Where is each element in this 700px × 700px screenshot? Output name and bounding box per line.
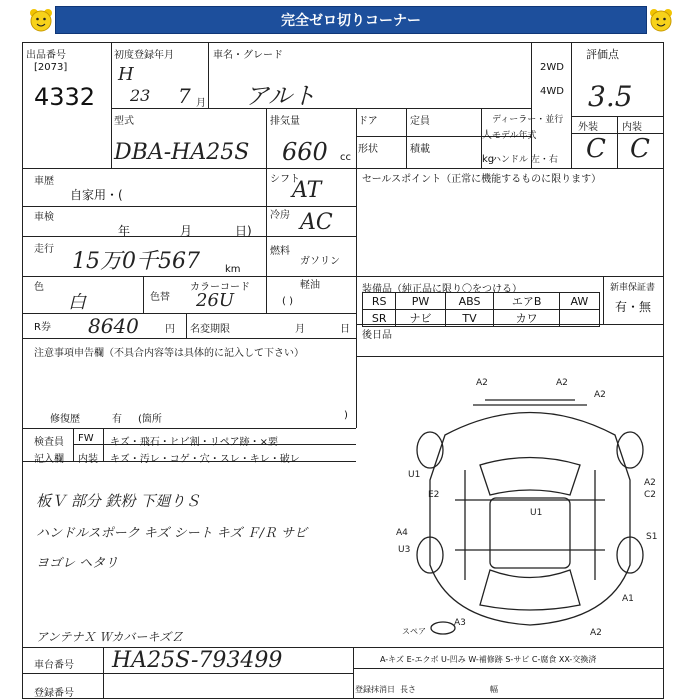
damage-mark: U1: [408, 470, 421, 480]
damage-mark: A2: [594, 390, 606, 400]
aircon-value: AC: [300, 210, 333, 235]
name-change-label: 名変期限: [190, 324, 230, 335]
new-warranty-label: 新車保証書: [610, 283, 656, 293]
name-change-day: 日: [340, 324, 350, 335]
mileage-unit: km: [225, 264, 241, 275]
shift-label: シフト: [270, 174, 300, 185]
repair-where: (箇所: [138, 414, 162, 425]
rear-seat-label: 後日品: [362, 330, 392, 341]
damage-mark: A2: [644, 478, 656, 488]
color-code: 26U: [196, 290, 235, 311]
load-label: 積載: [410, 144, 430, 155]
vehicle-name-label: 車名・グレード: [213, 50, 283, 61]
equip-sr: SR: [363, 310, 396, 327]
color-change-label: 色替: [150, 292, 170, 303]
bear-logo-right: [648, 7, 674, 37]
inspection-day: 日): [235, 224, 252, 238]
equip-pw: PW: [396, 293, 445, 310]
fuel-diesel: 軽油: [300, 280, 320, 291]
registration-month-suffix: 月: [196, 98, 206, 109]
spare-mark: スペア: [402, 627, 426, 636]
fuel-gasoline: ガソリン: [300, 256, 340, 267]
color-value: 白: [68, 292, 86, 313]
lot-label: 出品番号: [26, 50, 66, 61]
model-value: DBA-HA25S: [114, 140, 250, 165]
score-ext-label: 外装: [578, 122, 598, 133]
bear-logo-left: [28, 7, 54, 37]
repair-close: ): [344, 410, 348, 421]
inspector-label: 検査員: [34, 437, 64, 448]
chassis-label: 車台番号: [34, 660, 74, 671]
equip-abs: ABS: [445, 293, 494, 310]
reg-number-label: 登録番号: [34, 688, 74, 699]
interior-label: 内装: [78, 454, 98, 465]
inspection-month: 月: [180, 224, 193, 238]
fuel-label: 燃料: [270, 246, 290, 257]
score-ext: C: [586, 134, 606, 164]
lot-number: 4332: [34, 83, 96, 111]
equip-airbag: エアB: [494, 293, 559, 310]
model-year-label: モデル年式: [492, 131, 537, 141]
note-line-4: アンテナＸ ＷカバーキズＺ: [36, 630, 184, 644]
header-title: 完全ゼロ切りコーナー: [55, 6, 647, 34]
fuel-paren: ( ): [282, 296, 293, 307]
engine-value: 660: [282, 138, 328, 166]
equipment-grid: [362, 292, 600, 327]
damage-legend: A-キズ E-エクボ U-凹み W-補修跡 S-サビ C-腐食 XX-交換済: [380, 655, 597, 664]
color-label: 色: [34, 282, 44, 293]
shift-value: AT: [292, 178, 322, 203]
damage-mark: A2: [476, 378, 488, 388]
handle-label: ハンドル 左・右: [492, 155, 558, 165]
score-label: 評価点: [586, 48, 619, 61]
damage-mark: A2: [590, 628, 602, 638]
damage-mark: A2: [556, 378, 568, 388]
drive-2wd: 2WD: [540, 62, 564, 73]
aircon-label: 冷房: [270, 210, 290, 221]
load-unit: kg: [482, 154, 495, 165]
damage-mark: U1: [530, 508, 543, 518]
capacity-label: 定員: [410, 116, 430, 127]
dealer-label: ディーラー・並行: [492, 115, 564, 125]
registration-month: 7: [178, 84, 191, 108]
damage-mark: C2: [644, 490, 657, 500]
damage-mark: E2: [428, 490, 440, 500]
recycle-unit: 円: [165, 324, 175, 335]
note-line-3: ヨゴレ ヘタリ: [36, 556, 119, 571]
length-label: 長さ: [400, 685, 416, 694]
drive-4wd: 4WD: [540, 86, 564, 97]
damage-mark: S1: [646, 532, 658, 542]
new-warranty-options: 有・無: [615, 300, 652, 314]
inspection-year: 年: [118, 224, 131, 238]
capacity-unit: 人: [482, 130, 492, 141]
width-label: 幅: [490, 685, 498, 694]
repair-value: 有: [112, 414, 122, 425]
use-label: 車歴: [34, 176, 54, 187]
mileage-label: 走行: [34, 244, 54, 255]
note-line-1: 板Ｖ 部分 鉄粉 下廻りＳ: [36, 492, 201, 510]
vehicle-name: アルト: [245, 82, 317, 110]
color-code-label: カラーコード: [190, 282, 250, 293]
score-int-label: 内装: [622, 122, 642, 133]
inspector-row2: キズ・汚レ・コゲ・穴・スレ・キレ・破レ: [110, 454, 300, 465]
equip-tv: TV: [445, 310, 494, 327]
recycle-value: 8640: [88, 314, 139, 338]
equipment-label: 装備品（純正品に限り〇をつける）: [362, 284, 522, 295]
name-change-month: 月: [295, 324, 305, 335]
notes-label: 注意事項申告欄（不具合内容等は具体的に記入して下さい）: [34, 348, 304, 359]
recycle-label: R券: [34, 322, 51, 333]
note-line-2: ハンドルスポーク キズ シート キズ Ｆ/Ｒ サビ: [36, 526, 308, 541]
damage-mark: A1: [622, 594, 634, 604]
damage-mark: A4: [396, 528, 408, 538]
score-value: 3.5: [588, 80, 633, 113]
door-label: ドア: [358, 116, 378, 127]
registration-year: 23: [130, 86, 151, 105]
engine-unit: cc: [340, 152, 351, 163]
mileage-value: 15万0千567: [72, 249, 200, 274]
entry-label: 記入欄: [34, 454, 64, 465]
engine-label: 排気量: [270, 116, 300, 127]
shape-label: 形状: [358, 144, 378, 155]
reg-date-label: 登録抹消日: [355, 685, 395, 694]
inspection-label: 車検: [34, 212, 54, 223]
inspector-row1: キズ・飛石・ヒビ割・リペア跡・×要: [110, 437, 278, 448]
equip-leather: カワ: [494, 310, 559, 327]
use-value: 自家用・(: [70, 188, 123, 202]
registration-era: H: [118, 64, 134, 85]
equip-rs: RS: [363, 293, 396, 310]
damage-mark: U3: [398, 545, 411, 555]
lot-code: [2073]: [34, 62, 68, 73]
equip-aw: AW: [559, 293, 599, 310]
damage-mark: A3: [454, 618, 466, 628]
registration-label: 初度登録年月: [114, 50, 174, 61]
sales-point-label: セールスポイント（正常に機能するものに限ります）: [362, 174, 602, 185]
score-int: C: [630, 134, 650, 164]
fw-label: FW: [78, 433, 94, 444]
repair-label: 修復歴: [50, 414, 80, 425]
equip-navi: ナビ: [396, 310, 445, 327]
model-label: 型式: [114, 116, 134, 127]
chassis-value: HA25S-793499: [112, 648, 283, 673]
